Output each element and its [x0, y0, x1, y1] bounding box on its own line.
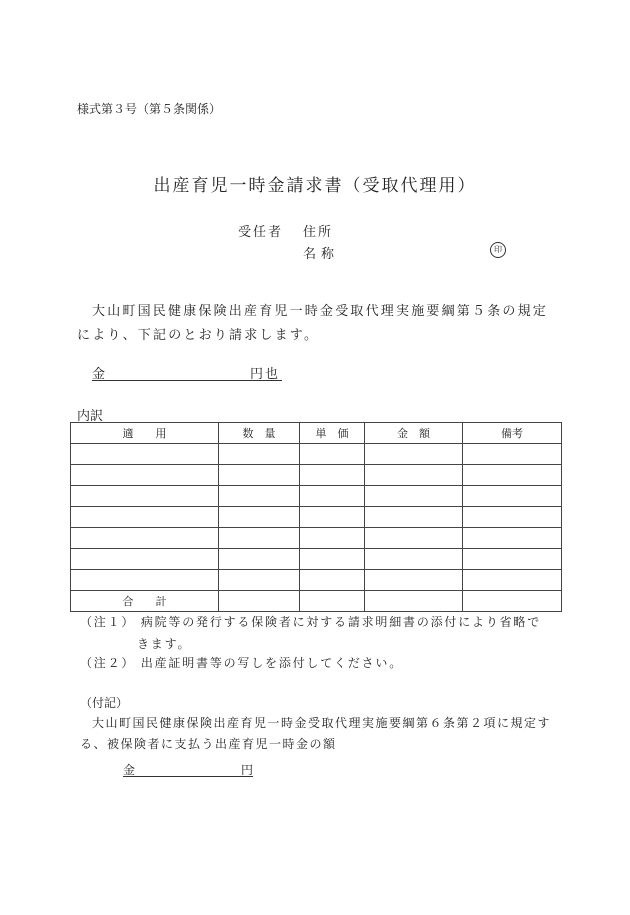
address-label: 住所 [303, 225, 334, 240]
name-label: 名称 [303, 247, 340, 262]
amount-suffix: 円也 [249, 367, 280, 382]
cell-quantity[interactable] [219, 486, 300, 507]
cell-remarks[interactable] [463, 528, 562, 549]
page-title: 出産育児一時金請求書（受取代理用） [153, 176, 477, 196]
cell-amount[interactable] [365, 507, 463, 528]
total-remarks-cell[interactable] [463, 591, 562, 612]
table-row [71, 549, 562, 570]
note-1-label: （注１） [80, 615, 136, 629]
table-body [71, 444, 562, 591]
cell-unit-price[interactable] [300, 528, 365, 549]
breakdown-label: 内訳 [77, 409, 104, 424]
cell-description[interactable] [71, 570, 219, 591]
cell-description[interactable] [71, 549, 219, 570]
total-amount-cell[interactable] [365, 591, 463, 612]
table-row [71, 486, 562, 507]
table-row [71, 528, 562, 549]
table-row [71, 444, 562, 465]
cell-unit-price[interactable] [300, 444, 365, 465]
table-header-row [71, 423, 562, 444]
cell-amount[interactable] [365, 486, 463, 507]
cell-unit-price[interactable] [300, 486, 365, 507]
supplement-amount-suffix: 円 [240, 763, 253, 777]
cell-quantity[interactable] [219, 444, 300, 465]
cell-unit-price[interactable] [300, 570, 365, 591]
supplement-amount-prefix: 金 [123, 763, 136, 777]
note-1 [80, 613, 541, 630]
cell-remarks[interactable] [463, 507, 562, 528]
cell-quantity[interactable] [219, 507, 300, 528]
table-row [71, 570, 562, 591]
cell-amount[interactable] [365, 528, 463, 549]
cell-remarks[interactable] [463, 570, 562, 591]
seal-mark: 印 [490, 242, 506, 258]
cell-description[interactable] [71, 507, 219, 528]
total-unit-price-cell[interactable] [300, 591, 365, 612]
cell-remarks[interactable] [463, 549, 562, 570]
cell-unit-price[interactable] [300, 549, 365, 570]
amount-prefix: 金 [92, 367, 106, 382]
col-header-description: 適 用 [71, 423, 219, 444]
note-2 [80, 654, 403, 671]
cell-remarks[interactable] [463, 465, 562, 486]
breakdown-table [70, 422, 562, 612]
cell-amount[interactable] [365, 465, 463, 486]
total-label: 合 計 [71, 591, 219, 612]
cell-quantity[interactable] [219, 528, 300, 549]
supplement-text: 大山町国民健康保険出産育児一時金受取代理実施要綱第６条第２項に規定する、被保険者に支払う出産育児一時金の額 [80, 716, 552, 751]
form-number: 様式第３号（第５条関係） [77, 102, 222, 116]
note-1-continuation: きます。 [137, 637, 192, 651]
note-2-label: （注２） [80, 656, 136, 670]
table-row [71, 507, 562, 528]
col-header-unit-price: 単 価 [300, 423, 365, 444]
cell-quantity[interactable] [219, 570, 300, 591]
note-2-text: 出産証明書等の写しを添付してください。 [140, 656, 404, 670]
total-row [71, 591, 562, 612]
table-row [71, 465, 562, 486]
supplement-label: （付記） [80, 696, 129, 710]
col-header-quantity: 数 量 [219, 423, 300, 444]
cell-remarks[interactable] [463, 486, 562, 507]
supplement-amount-field[interactable] [123, 761, 253, 777]
cell-remarks[interactable] [463, 444, 562, 465]
cell-unit-price[interactable] [300, 507, 365, 528]
total-quantity-cell[interactable] [219, 591, 300, 612]
cell-amount[interactable] [365, 549, 463, 570]
cell-description[interactable] [71, 444, 219, 465]
amount-field[interactable] [92, 363, 282, 381]
cell-description[interactable] [71, 528, 219, 549]
col-header-remarks: 備考 [463, 423, 562, 444]
request-text: 大山町国民健康保険出産育児一時金受取代理実施要綱第５条の規定により、下記のとおり請求します。 [77, 304, 549, 343]
cell-unit-price[interactable] [300, 465, 365, 486]
cell-description[interactable] [71, 486, 219, 507]
col-header-amount: 金 額 [365, 423, 463, 444]
proxy-label: 受任者 [238, 225, 284, 240]
cell-quantity[interactable] [219, 549, 300, 570]
note-1-text: 病院等の発行する保険者に対する請求明細書の添付により省略で [140, 615, 542, 629]
cell-amount[interactable] [365, 570, 463, 591]
cell-quantity[interactable] [219, 465, 300, 486]
cell-description[interactable] [71, 465, 219, 486]
cell-amount[interactable] [365, 444, 463, 465]
